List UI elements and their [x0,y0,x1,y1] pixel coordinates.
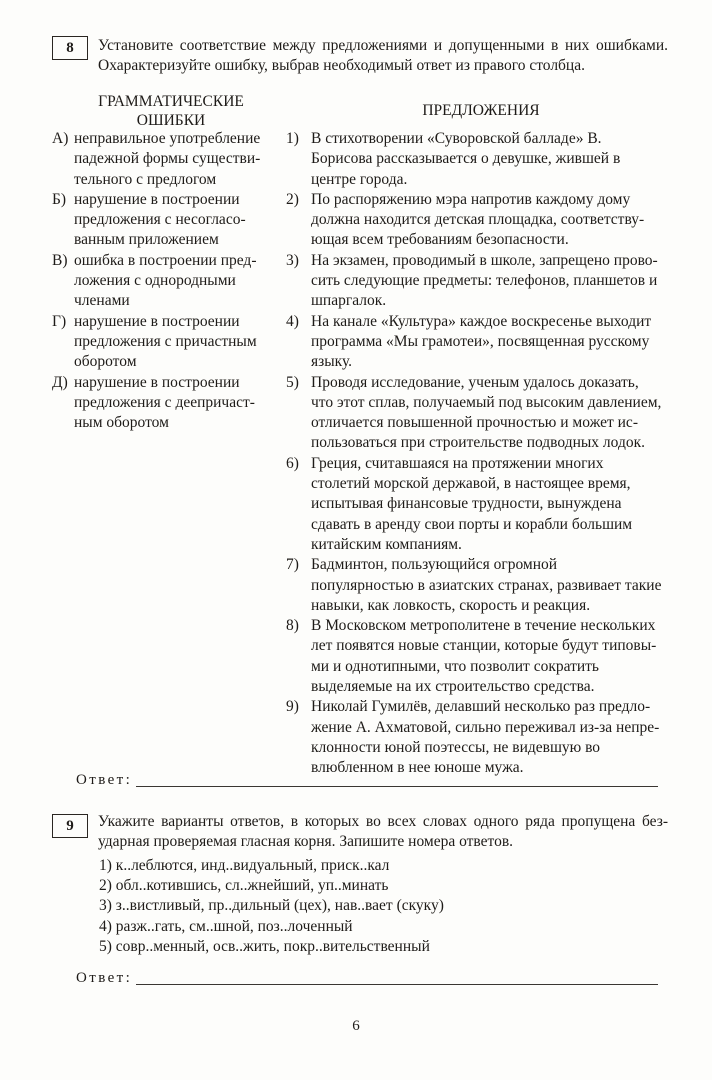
sentence-text: Греция, считавшаяся на протяжении многих столетий морской державой, в настоящее время, испытывая финансовые трудности, вынуждена сдавать в аренду свои порты и корабли большим китайским компаниям. [311,454,633,553]
sentence-mark: 4) [286,312,299,330]
sentences-list [286,129,662,779]
sentences-header: ПРЕДЛОЖЕНИЯ [422,102,540,119]
task-9-instruction-line-1: Укажите варианты ответов, в которых во всех словах одного ряда пропущена без- [98,813,668,830]
error-item-a [52,129,262,190]
task-9-instruction [98,812,668,853]
error-item-d [52,373,262,434]
sentence-mark: 7) [286,556,299,574]
task-9-options [99,856,444,957]
task-9-answer-row [76,968,658,988]
sentence-item-5 [286,373,662,454]
error-text: неправильное употребление падежной формы существительного с предлогом [74,130,261,188]
sentence-mark: 8) [286,617,299,635]
task-8-instruction-line-2: Охарактеризуйте ошибку, выбрав необходимый ответ из правого столбца. [98,57,585,75]
page-number: 6 [352,1018,360,1034]
task-9-number: 9 [66,818,74,834]
error-item-v [52,251,262,312]
errors-list [52,129,262,433]
task-8-answer-field[interactable] [136,786,658,787]
error-item-g [52,312,262,373]
sentence-item-7 [286,555,662,616]
error-text: нарушение в построении предложения с причастным оборотом [74,312,257,371]
error-mark: Г) [52,312,67,330]
sentence-text: Проводя исследование, ученым удалось доказать, что этот сплав, получаемый под высоким давлением, отличается повышенной прочностью и может использоваться при строительстве подводных лодок. [311,373,662,452]
errors-column-header [66,92,276,130]
option-3: 3) з..вистливый, пр..дильный (цех), нав..вает (скуку) [99,897,444,915]
option-1: 1) к..леблются, инд..видуальный, приск..кал [99,857,390,874]
sentence-item-3 [286,251,662,312]
errors-header-line-2: ОШИБКИ [136,112,206,129]
sentence-mark: 1) [286,130,299,147]
task-9-instruction-line-2: ударная проверяемая гласная корня. Запишите номера ответов. [98,833,514,851]
task-8-answer-row [76,770,658,790]
task-8-instruction-line-1: Установите соответствие между предложениями и допущенными в них ошибками. [98,37,668,54]
sentence-text: На экзамен, проводимый в школе, запрещено провосить следующие предметы: телефонов, планшетов и шпаргалок. [311,251,658,310]
sentence-text: На канале «Культура» каждое воскресенье выходит программа «Мы грамотеи», посвященная русскому языку. [311,312,652,371]
error-item-b [52,190,262,251]
sentence-item-1 [286,129,662,190]
error-mark: Б) [52,190,67,208]
sentence-text: Николай Гумилёв, делавший несколько раз предложение А. Ахматовой, сильно переживал из-за непреклонности юной поэтессы, не видевшую во влюбленном в нее юноше мужа. [311,698,660,777]
error-mark: А) [52,130,69,147]
sentence-item-8 [286,616,662,697]
errors-header-line-1: ГРАММАТИЧЕСКИЕ [98,93,244,110]
task-9-answer-label: Ответ: [76,970,133,986]
task-8-answer-label: Ответ: [76,772,133,788]
task-9-answer-field[interactable] [136,984,658,985]
option-4: 4) разж..гать, см..шной, поз..лоченный [99,917,353,935]
sentence-mark: 6) [286,454,299,472]
error-text: нарушение в построении предложения с несогласованным приложением [74,190,246,249]
error-mark: Д) [52,373,68,391]
error-text: ошибка в построении предложения с однородными членами [74,251,257,310]
sentence-mark: 5) [286,373,299,391]
sentence-text: Бадминтон, пользующийся огромной популярностью в азиатских странах, развивает такие навыки, как ловкость, скорость и реакция. [311,556,662,614]
sentence-mark: 9) [286,698,299,716]
task-8-number: 8 [66,40,74,56]
sentence-item-6 [286,454,662,555]
sentence-item-2 [286,190,662,251]
sentences-column-header [286,101,676,120]
task-9-number-box [52,814,88,838]
sentence-item-4 [286,312,662,373]
sentence-mark: 2) [286,190,299,208]
option-5: 5) совр..менный, осв..жить, покр..вительственный [99,937,430,955]
sentence-text: В Московском метрополитене в течение нескольких лет появятся новые станции, которые будут типовыми и однотипными, что позволит сократить выделяемые на их строительство средства. [311,617,657,696]
option-2: 2) обл..котившись, сл..жнейший, уп..минать [99,877,389,895]
error-mark: В) [52,251,68,269]
sentence-text: По распоряжению мэра напротив каждому дому должна находится детская площадка, соответствующая всем требованиям безопасности. [311,190,645,249]
task-8-number-box [52,36,88,60]
task-8-instruction [98,36,668,77]
sentence-mark: 3) [286,251,299,269]
sentence-text: В стихотворении «Суворовской балладе» В. Борисова рассказывается о девушке, жившей в центре города. [311,130,621,188]
error-text: нарушение в построении предложения с деепричастным оборотом [74,373,255,432]
sentence-item-9 [286,697,662,778]
